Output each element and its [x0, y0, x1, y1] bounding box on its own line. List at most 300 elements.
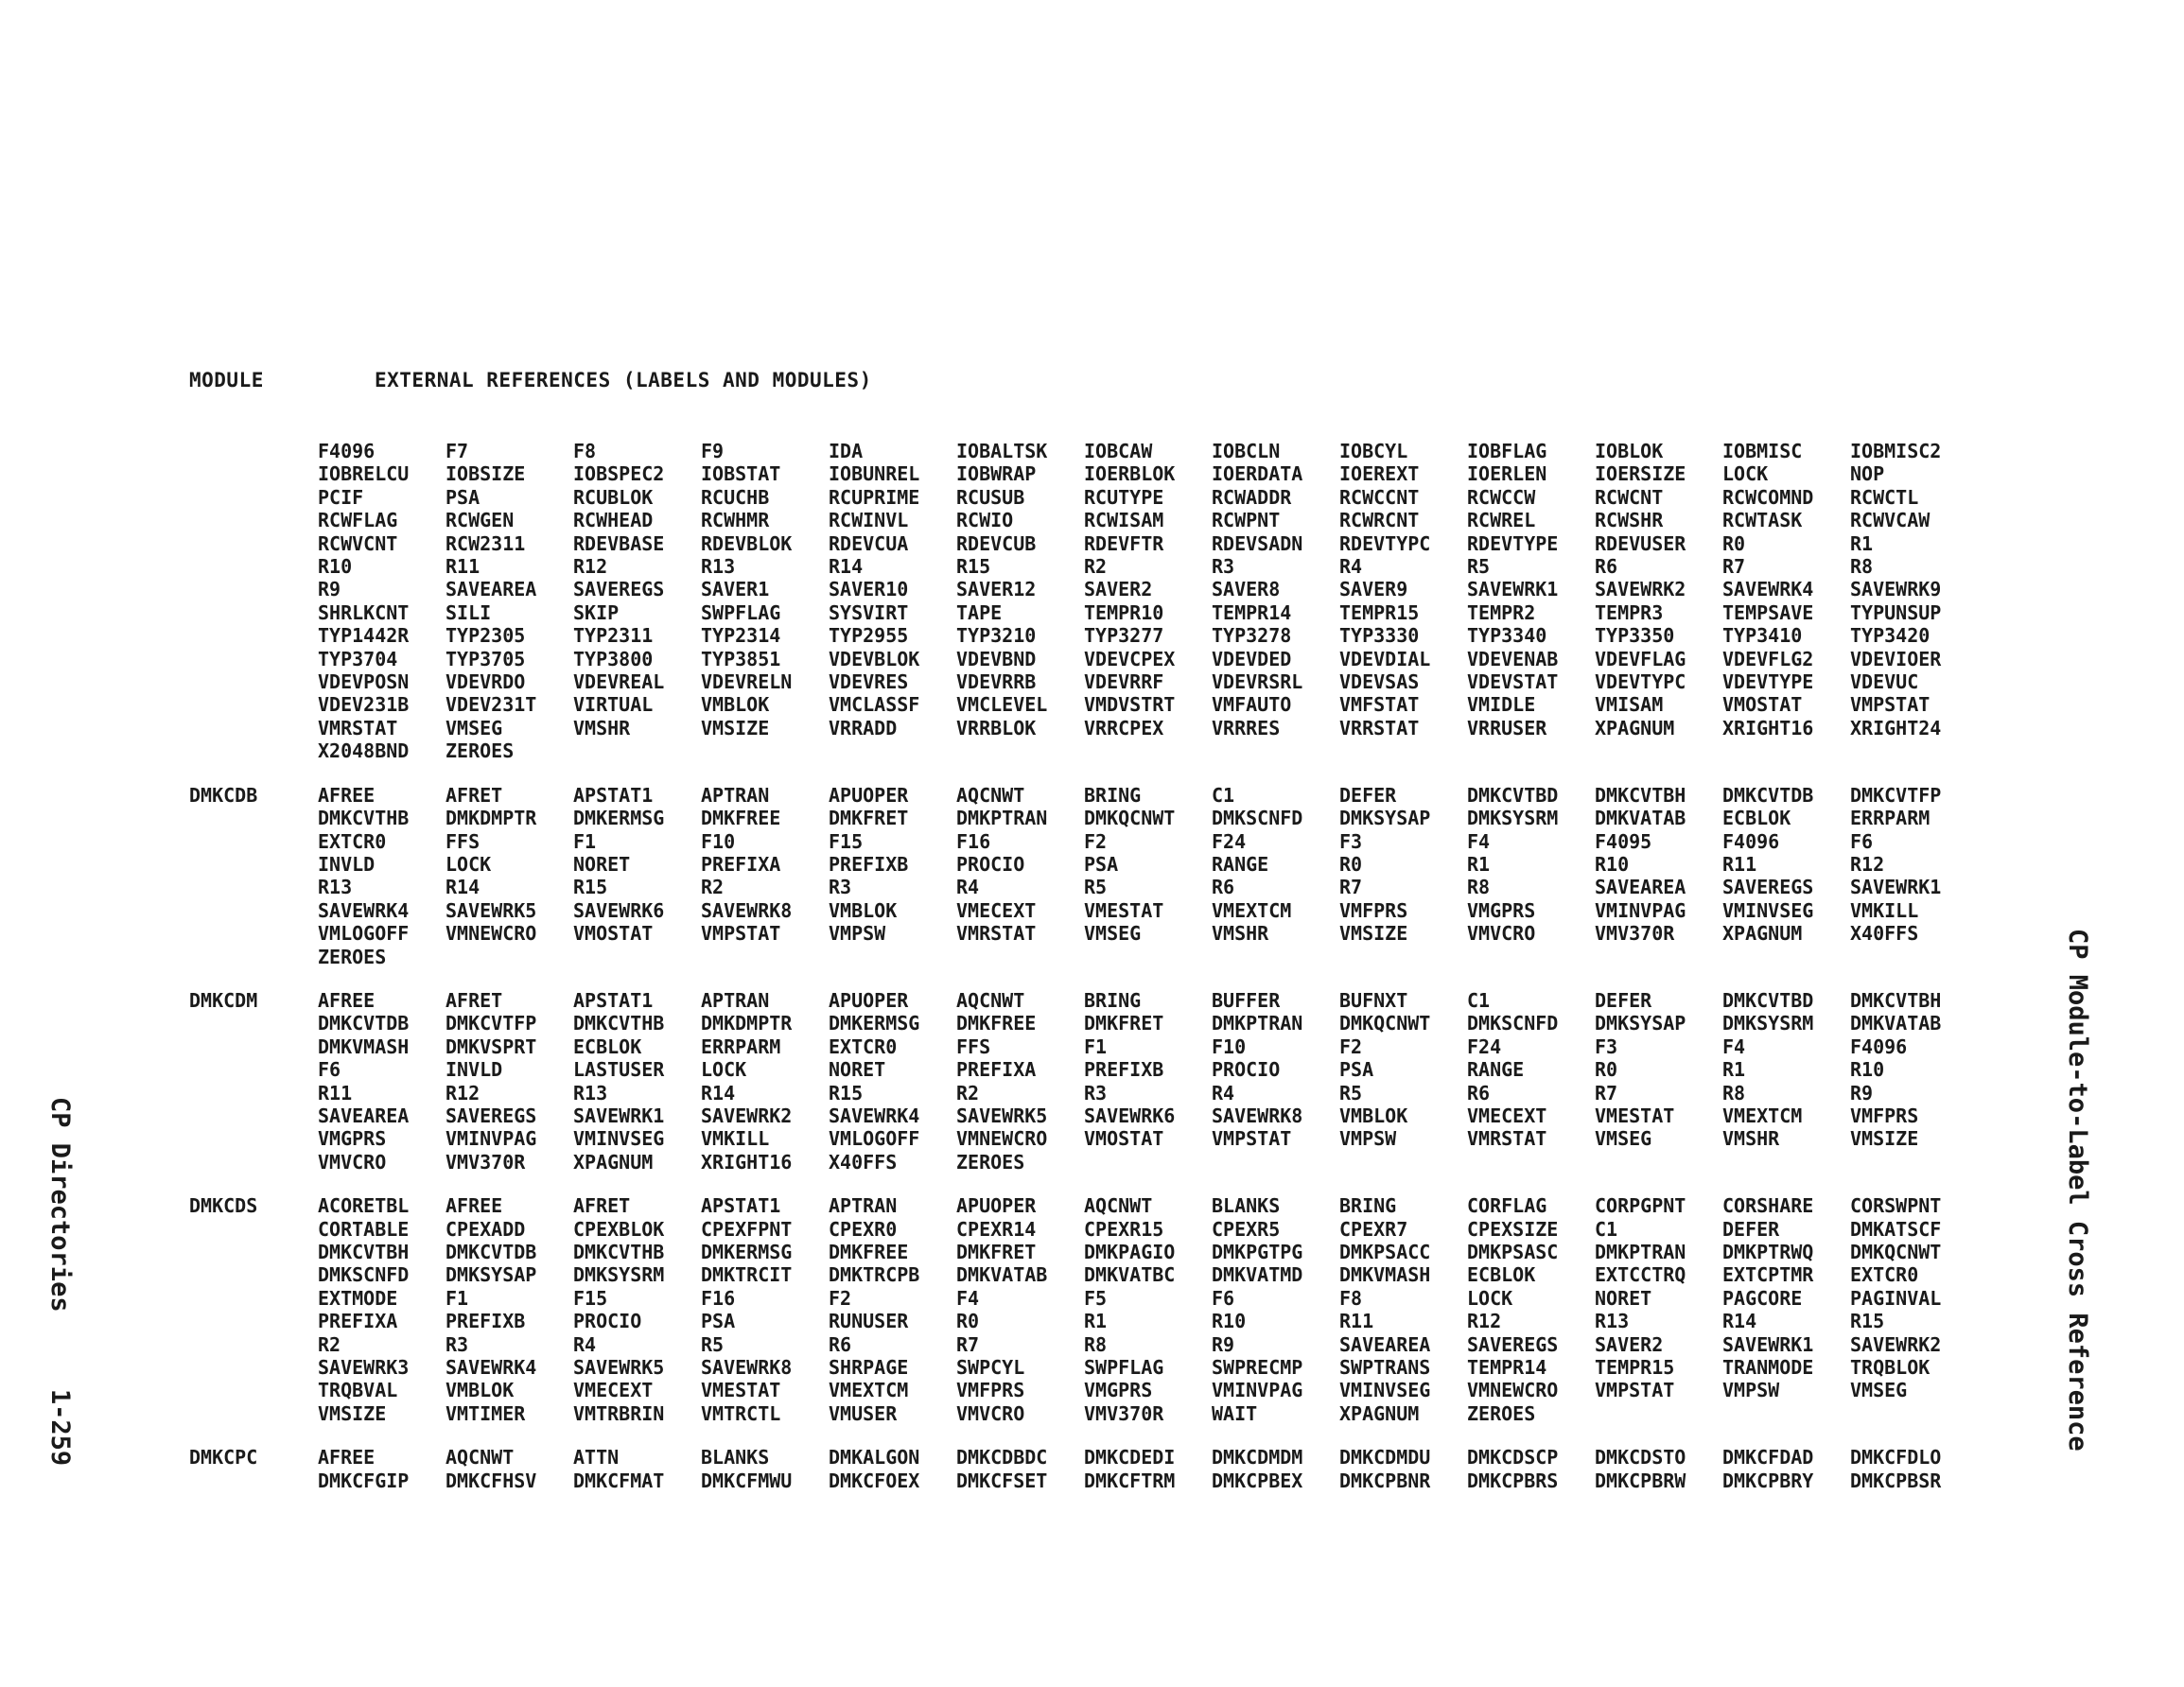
reference-label: SAVEWRK6: [1084, 1104, 1176, 1127]
reference-label: RCUSUB: [956, 485, 1025, 509]
reference-label: IOBUNREL: [829, 462, 920, 486]
reference-label: SAVEWRK5: [573, 1356, 665, 1380]
reference-label: DMKCVTHB: [573, 1241, 665, 1263]
reference-label: VMKILL: [1850, 898, 1919, 922]
reference-label: R7: [1595, 1081, 1618, 1104]
reference-label: F1: [573, 829, 597, 853]
reference-label: SAVEAREA: [1595, 876, 1686, 899]
reference-label: SAVEWRK4: [1722, 578, 1814, 601]
reference-label: SAVEREGS: [573, 578, 665, 601]
reference-label: DMKFRET: [1084, 1012, 1164, 1035]
module-column-header: MODULE: [189, 369, 264, 391]
reference-label: EXTMODE: [318, 1286, 398, 1310]
reference-label: DEFER: [1595, 988, 1652, 1012]
reference-label: DMKCDSCP: [1467, 1446, 1559, 1470]
reference-label: TEMPR15: [1339, 600, 1420, 624]
reference-label: DMKPTRAN: [1595, 1241, 1686, 1263]
reference-label: RDEVTYPC: [1339, 531, 1431, 555]
reference-label: PREFIXB: [446, 1310, 526, 1333]
reference-label: SAVEWRK1: [1467, 578, 1559, 601]
reference-label: DMKCFDAD: [1722, 1446, 1814, 1470]
reference-label: APTRAN: [701, 988, 770, 1012]
reference-label: R14: [1722, 1310, 1757, 1333]
reference-label: R1: [1084, 1310, 1108, 1333]
reference-label: R6: [1212, 876, 1235, 899]
reference-label: DMKPTRAN: [956, 807, 1048, 830]
reference-label: TYP3277: [1084, 624, 1164, 648]
reference-label: AFREE: [318, 783, 376, 807]
reference-label: DMKCVTDB: [318, 1012, 410, 1035]
reference-label: IOBSIZE: [446, 462, 526, 486]
reference-label: PREFIXA: [318, 1310, 398, 1333]
reference-label: RCWCOMND: [1722, 485, 1814, 509]
reference-label: EXTCR0: [1850, 1263, 1919, 1287]
module-name: DMKCDS: [189, 1194, 258, 1218]
reference-label: APSTAT1: [573, 988, 654, 1012]
reference-label: SHRPAGE: [829, 1356, 909, 1380]
reference-label: IOERLEN: [1467, 462, 1547, 486]
reference-label: IOBWRAP: [956, 462, 1037, 486]
reference-label: PCIF: [318, 485, 364, 509]
reference-label: VMINVPAG: [1595, 898, 1686, 922]
reference-label: CORFLAG: [1467, 1194, 1547, 1218]
reference-label: RCWTASK: [1722, 509, 1803, 532]
reference-label: CPEXR5: [1212, 1217, 1281, 1241]
reference-label: SHRLKCNT: [318, 600, 410, 624]
reference-label: R11: [1339, 1310, 1374, 1333]
reference-label: DMKFRET: [829, 807, 909, 830]
reference-label: APSTAT1: [701, 1194, 781, 1218]
reference-label: VDEVSAS: [1339, 670, 1420, 694]
reference-label: RDEVBASE: [573, 531, 665, 555]
reference-label: RCWADDR: [1212, 485, 1292, 509]
reference-label: BLANKS: [701, 1446, 770, 1470]
reference-label: BUFFER: [1212, 988, 1281, 1012]
reference-label: SAVEWRK9: [1850, 578, 1942, 601]
reference-label: DMKQCNWT: [1084, 807, 1176, 830]
reference-label: IOERBLOK: [1084, 462, 1176, 486]
reference-label: VMPSW: [829, 922, 886, 946]
reference-label: TYP2314: [701, 624, 781, 648]
reference-label: VMKILL: [701, 1127, 770, 1151]
reference-label: VMIDLE: [1467, 693, 1536, 717]
reference-label: SAVEWRK1: [573, 1104, 665, 1127]
reference-label: R3: [829, 876, 852, 899]
reference-label: IOBFLAG: [1467, 440, 1547, 462]
reference-label: VMV370R: [1084, 1401, 1164, 1425]
reference-label: TYP1442R: [318, 624, 410, 648]
reference-label: PREFIXB: [1084, 1058, 1164, 1082]
reference-label: R7: [956, 1332, 980, 1356]
reference-label: DMKCDMDU: [1339, 1446, 1431, 1470]
reference-label: SAVEWRK4: [446, 1356, 537, 1380]
reference-label: R1: [1722, 1058, 1746, 1082]
reference-label: VRRUSER: [1467, 716, 1547, 739]
reference-label: DMKCVTBD: [1722, 988, 1814, 1012]
reference-label: R12: [1467, 1310, 1502, 1333]
reference-label: ZEROES: [318, 945, 387, 968]
reference-label: RCWFLAG: [318, 509, 398, 532]
reference-label: ECBLOK: [1467, 1263, 1536, 1287]
reference-label: SAVEWRK8: [701, 1356, 793, 1380]
reference-label: VMSHR: [573, 716, 631, 739]
reference-label: VMOSTAT: [573, 922, 654, 946]
reference-label: RCWINVL: [829, 509, 909, 532]
reference-label: R6: [1595, 555, 1618, 579]
reference-label: RCWIO: [956, 509, 1014, 532]
reference-label: SAVER2: [1084, 578, 1153, 601]
reference-label: R14: [446, 876, 480, 899]
reference-label: R5: [1339, 1081, 1363, 1104]
reference-label: VMSIZE: [701, 716, 770, 739]
reference-label: RCW2311: [446, 531, 526, 555]
reference-label: CORTABLE: [318, 1217, 410, 1241]
reference-label: C1: [1212, 783, 1235, 807]
reference-label: SAVER10: [829, 578, 909, 601]
reference-label: VMOSTAT: [1722, 693, 1803, 717]
reference-label: SKIP: [573, 600, 620, 624]
reference-label: F4: [956, 1286, 980, 1310]
reference-label: R6: [1467, 1081, 1491, 1104]
reference-label: SAVEAREA: [446, 578, 537, 601]
reference-label: F4096: [318, 440, 376, 462]
reference-label: IOBSTAT: [701, 462, 781, 486]
cross-reference-listing: [189, 440, 1967, 1513]
reference-label: PSA: [1339, 1058, 1374, 1082]
reference-label: DMKCVTFP: [446, 1012, 537, 1035]
reference-label: VMEXTCM: [1722, 1104, 1803, 1127]
reference-label: DEFER: [1339, 783, 1397, 807]
reference-label: SAVEWRK8: [1212, 1104, 1303, 1127]
reference-label: NORET: [573, 852, 631, 876]
reference-label: R11: [446, 555, 480, 579]
reference-label: F15: [573, 1286, 608, 1310]
reference-label: FFS: [956, 1035, 991, 1058]
reference-label: DMKERMSG: [573, 807, 665, 830]
reference-label: CPEXBLOK: [573, 1217, 665, 1241]
reference-label: R0: [1339, 852, 1363, 876]
reference-label: APTRAN: [701, 783, 770, 807]
reference-label: AFREE: [318, 988, 376, 1012]
reference-label: DMKCVTHB: [573, 1012, 665, 1035]
reference-label: VMEXTCM: [1212, 898, 1292, 922]
reference-label: X40FFS: [829, 1150, 898, 1174]
reference-label: R15: [956, 555, 991, 579]
reference-label: SAVEWRK3: [318, 1356, 410, 1380]
reference-label: DMKCFGIP: [318, 1469, 410, 1492]
reference-label: VDEVBLOK: [829, 647, 920, 670]
reference-label: DMKPAGIO: [1084, 1241, 1176, 1263]
reference-label: IOBSPEC2: [573, 462, 665, 486]
reference-label: DMKSYSAP: [1339, 807, 1431, 830]
page-footer-left: CP Directories 1-259: [45, 1097, 75, 1467]
reference-label: VMLOGOFF: [318, 922, 410, 946]
reference-label: VMINVSEG: [573, 1127, 665, 1151]
reference-label: VRRADD: [829, 716, 898, 739]
reference-label: IOBALTSK: [956, 440, 1048, 462]
reference-label: F4096: [1850, 1035, 1908, 1058]
reference-label: RDEVCUA: [829, 531, 909, 555]
reference-label: VMFPRS: [956, 1379, 1025, 1402]
reference-label: TEMPR15: [1595, 1356, 1675, 1380]
reference-label: SAVER2: [1595, 1332, 1664, 1356]
reference-label: SAVEREGS: [1467, 1332, 1559, 1356]
reference-label: APTRAN: [829, 1194, 898, 1218]
reference-label: VMPSW: [1722, 1379, 1780, 1402]
reference-label: VDEVREAL: [573, 670, 665, 694]
reference-label: F6: [1850, 829, 1874, 853]
reference-label: IOBCLN: [1212, 440, 1281, 462]
module-name: DMKCDM: [189, 988, 258, 1012]
reference-label: RCUTYPE: [1084, 485, 1164, 509]
reference-label: SWPCYL: [956, 1356, 1025, 1380]
reference-label: F5: [1084, 1286, 1108, 1310]
reference-label: R8: [1084, 1332, 1108, 1356]
reference-label: TYP3800: [573, 647, 654, 670]
reference-label: SAVEWRK2: [1595, 578, 1686, 601]
reference-label: VMECEXT: [573, 1379, 654, 1402]
module-section: [189, 784, 1967, 968]
reference-label: R15: [829, 1081, 864, 1104]
reference-label: R9: [318, 578, 341, 601]
reference-label: R2: [1084, 555, 1108, 579]
reference-label: BLANKS: [1212, 1194, 1281, 1218]
reference-label: R0: [956, 1310, 980, 1333]
reference-label: R7: [1339, 876, 1363, 899]
reference-label: DMKCPBSR: [1850, 1469, 1942, 1492]
reference-label: R15: [1850, 1310, 1885, 1333]
reference-label: TRQBVAL: [318, 1379, 398, 1402]
reference-label: DMKATSCF: [1850, 1217, 1942, 1241]
reference-label: R10: [1850, 1058, 1885, 1082]
reference-label: APUOPER: [956, 1194, 1037, 1218]
reference-label: TYP3410: [1722, 624, 1803, 648]
reference-label: EXTCR0: [318, 829, 387, 853]
reference-label: R12: [1850, 852, 1885, 876]
reference-label: CPEXADD: [446, 1217, 526, 1241]
reference-label: DMKCVTDB: [446, 1241, 537, 1263]
reference-label: F24: [1212, 829, 1247, 853]
reference-label: VMEXTCM: [829, 1379, 909, 1402]
reference-label: X40FFS: [1850, 922, 1919, 946]
reference-label: RANGE: [1212, 852, 1269, 876]
reference-label: VMFAUTO: [1212, 693, 1292, 717]
reference-label: F4: [1722, 1035, 1746, 1058]
reference-label: VDEVENAB: [1467, 647, 1559, 670]
reference-label: R8: [1722, 1081, 1746, 1104]
reference-label: VDEVTYPE: [1722, 670, 1814, 694]
reference-label: DMKCDMDM: [1212, 1446, 1303, 1470]
reference-label: R13: [1595, 1310, 1630, 1333]
reference-label: WAIT: [1212, 1401, 1258, 1425]
reference-label: DMKSYSAP: [446, 1263, 537, 1287]
reference-label: DMKVMASH: [1339, 1263, 1431, 1287]
reference-label: R2: [701, 876, 725, 899]
reference-list: [318, 1194, 1978, 1425]
reference-label: RCWRCNT: [1339, 509, 1420, 532]
reference-label: AFRET: [446, 783, 503, 807]
reference-label: VMV370R: [446, 1150, 526, 1174]
reference-label: TYP3851: [701, 647, 781, 670]
reference-label: BRING: [1084, 988, 1142, 1012]
reference-label: DMKVATMD: [1212, 1263, 1303, 1287]
reference-label: ATTN: [573, 1446, 620, 1470]
reference-label: VMSHR: [1212, 922, 1269, 946]
reference-label: TYPUNSUP: [1850, 600, 1942, 624]
reference-label: LOCK: [1467, 1286, 1513, 1310]
reference-label: F4: [1467, 829, 1491, 853]
reference-label: R3: [446, 1332, 469, 1356]
reference-label: R12: [446, 1081, 480, 1104]
reference-label: VDEVPOSN: [318, 670, 410, 694]
reference-label: VMGPRS: [318, 1127, 387, 1151]
reference-label: SAVEWRK8: [701, 898, 793, 922]
reference-label: DMKCPBRY: [1722, 1469, 1814, 1492]
reference-label: R4: [1212, 1081, 1235, 1104]
reference-label: VDEVFLAG: [1595, 647, 1686, 670]
reference-label: VMESTAT: [1595, 1104, 1675, 1127]
reference-label: TAPE: [956, 600, 1003, 624]
reference-label: PROCIO: [1212, 1058, 1281, 1082]
reference-label: DMKCPBRW: [1595, 1469, 1686, 1492]
reference-label: VMFPRS: [1850, 1104, 1919, 1127]
reference-label: DMKCDSTO: [1595, 1446, 1686, 1470]
reference-label: CORPGPNT: [1595, 1194, 1686, 1218]
reference-label: DMKSYSRM: [1722, 1012, 1814, 1035]
reference-label: RCWCCNT: [1339, 485, 1420, 509]
reference-label: AQCNWT: [446, 1446, 515, 1470]
reference-label: VDEVUC: [1850, 670, 1919, 694]
reference-label: APUOPER: [829, 783, 909, 807]
reference-label: SAVEREGS: [446, 1104, 537, 1127]
reference-label: DMKSYSRM: [573, 1263, 665, 1287]
reference-list: [318, 440, 1978, 763]
reference-label: PROCIO: [956, 852, 1025, 876]
module-section: [189, 1446, 1967, 1492]
reference-label: VMBLOK: [701, 693, 770, 717]
reference-label: R11: [318, 1081, 353, 1104]
reference-label: XPAGNUM: [1595, 716, 1675, 739]
module-section: [189, 1194, 1967, 1425]
reference-label: PREFIXB: [829, 852, 909, 876]
reference-label: DMKCVTBD: [1467, 783, 1559, 807]
reference-label: VMSIZE: [1850, 1127, 1919, 1151]
reference-label: VMCLEVEL: [956, 693, 1048, 717]
reference-label: AQCNWT: [956, 783, 1025, 807]
reference-label: DMKTRCPB: [829, 1263, 920, 1287]
reference-label: R1: [1850, 531, 1874, 555]
reference-label: VDEVBND: [956, 647, 1037, 670]
reference-label: LOCK: [446, 852, 492, 876]
reference-label: TEMPR14: [1467, 1356, 1547, 1380]
reference-label: CPEXR14: [956, 1217, 1037, 1241]
reference-label: R10: [318, 555, 353, 579]
reference-label: DMKSYSAP: [1595, 1012, 1686, 1035]
reference-label: INVLD: [446, 1058, 503, 1082]
reference-label: DMKVATAB: [1850, 1012, 1942, 1035]
reference-label: DMKPSASC: [1467, 1241, 1559, 1263]
reference-label: VDEVTYPC: [1595, 670, 1686, 694]
reference-label: F16: [956, 829, 991, 853]
reference-label: R8: [1850, 555, 1874, 579]
reference-label: VMBLOK: [446, 1379, 515, 1402]
reference-label: R15: [573, 876, 608, 899]
reference-label: VMUSER: [829, 1401, 898, 1425]
reference-label: VMNEWCRO: [446, 922, 537, 946]
reference-label: RCWSHR: [1595, 509, 1664, 532]
reference-label: VDEVDIAL: [1339, 647, 1431, 670]
reference-label: RDEVSADN: [1212, 531, 1303, 555]
reference-label: VMRSTAT: [956, 922, 1037, 946]
reference-label: VMNEWCRO: [956, 1127, 1048, 1151]
reference-label: IOERSIZE: [1595, 462, 1686, 486]
reference-label: DMKCFOEX: [829, 1469, 920, 1492]
reference-label: DMKCPBRS: [1467, 1469, 1559, 1492]
reference-label: VMSEG: [1084, 922, 1142, 946]
reference-label: C1: [1595, 1217, 1618, 1241]
reference-label: IOBMISC2: [1850, 440, 1942, 462]
reference-label: CPEXR0: [829, 1217, 898, 1241]
reference-label: INVLD: [318, 852, 376, 876]
reference-label: IDA: [829, 440, 864, 462]
reference-label: R10: [1212, 1310, 1247, 1333]
reference-label: SAVEWRK2: [1850, 1332, 1942, 1356]
reference-label: VDEVIOER: [1850, 647, 1942, 670]
reference-label: IOBCYL: [1339, 440, 1408, 462]
reference-label: SYSVIRT: [829, 600, 909, 624]
reference-label: LASTUSER: [573, 1058, 665, 1082]
reference-label: AQCNWT: [956, 988, 1025, 1012]
reference-label: F24: [1467, 1035, 1502, 1058]
reference-label: F10: [1212, 1035, 1247, 1058]
reference-label: F2: [1339, 1035, 1363, 1058]
reference-label: RUNUSER: [829, 1310, 909, 1333]
reference-label: DMKCPBNR: [1339, 1469, 1431, 1492]
reference-label: TYP3705: [446, 647, 526, 670]
reference-label: IOEREXT: [1339, 462, 1420, 486]
reference-label: R4: [956, 876, 980, 899]
reference-label: VMRSTAT: [1467, 1127, 1547, 1151]
reference-label: AFREE: [318, 1446, 376, 1470]
reference-label: C1: [1467, 988, 1491, 1012]
reference-list: [318, 989, 1978, 1174]
reference-label: CORSWPNT: [1850, 1194, 1942, 1218]
reference-label: SAVEWRK5: [956, 1104, 1048, 1127]
reference-label: SAVER8: [1212, 578, 1281, 601]
reference-label: DMKCVTDB: [1722, 783, 1814, 807]
reference-label: DMKCFSET: [956, 1469, 1048, 1492]
reference-label: TEMPR10: [1084, 600, 1164, 624]
reference-label: ZEROES: [446, 739, 515, 763]
reference-label: RCWVCAW: [1850, 509, 1931, 532]
reference-label: R4: [573, 1332, 597, 1356]
reference-label: RDEVCUB: [956, 531, 1037, 555]
reference-label: VMSEG: [1595, 1127, 1652, 1151]
reference-label: PSA: [446, 485, 480, 509]
module-section: [189, 440, 1967, 763]
reference-label: VMRSTAT: [318, 716, 398, 739]
page-running-title: CP Module-to-Label Cross Reference: [2063, 929, 2092, 1452]
reference-label: R11: [1722, 852, 1757, 876]
reference-label: DMKCVTHB: [318, 807, 410, 830]
reference-label: BUFNXT: [1339, 988, 1408, 1012]
reference-label: R10: [1595, 852, 1630, 876]
reference-label: VDEVRRB: [956, 670, 1037, 694]
reference-label: DMKFREE: [956, 1012, 1037, 1035]
reference-label: SWPFLAG: [701, 600, 781, 624]
reference-label: DMKFRET: [956, 1241, 1037, 1263]
reference-label: DMKQCNWT: [1850, 1241, 1942, 1263]
